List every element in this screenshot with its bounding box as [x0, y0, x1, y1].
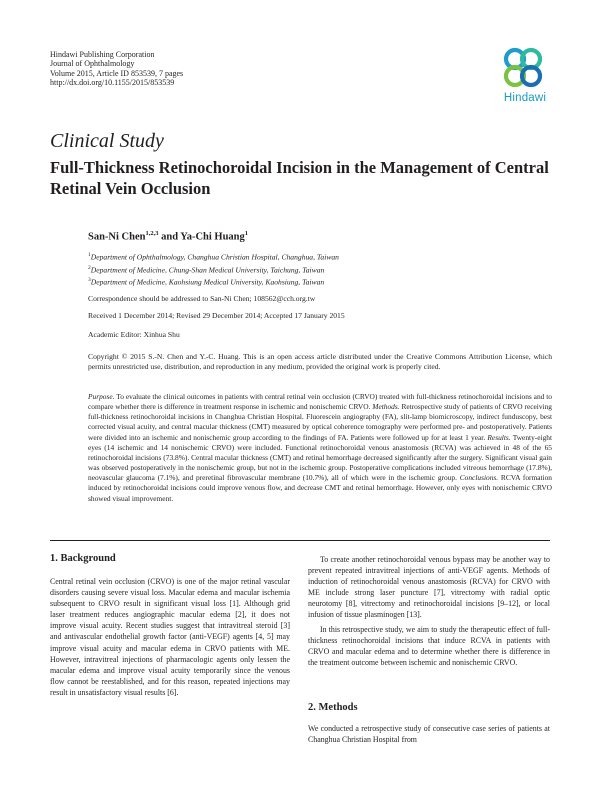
right-column-text	[308, 554, 550, 668]
abstract-purpose-label: Purpose.	[88, 392, 115, 401]
abstract	[88, 392, 552, 504]
abstract-conclusions: RCVA formation induced by retinochoroidal incisions could improve venous flow, and decrease CMT and retinal hemorrhage. However, only eyes with nonischemic CRVO showed visual improvement.	[88, 473, 553, 503]
hindawi-logo-icon	[498, 45, 552, 91]
section-heading-methods: 2. Methods	[308, 702, 358, 713]
affiliation-text: Department of Medicine, Kaohsiung Medical University, Kaohsiung, Taiwan	[90, 277, 325, 287]
affiliation-marker: 3	[88, 277, 91, 284]
affiliation-item	[88, 250, 339, 263]
author-name: Ya-Chi Huang	[180, 231, 245, 243]
affiliation-item	[88, 263, 339, 276]
copyright-notice: Copyright © 2015 S.-N. Chen and Y.-C. Huang. This is an open access article distributed under the Creative Commons Attribution License, which permits unrestricted use, distribution, and reproduction in any medium, provided the original work is properly cited.	[88, 352, 552, 372]
affiliation-text: Department of Ophthalmology, Changhua Christian Hospital, Changhua, Taiwan	[90, 252, 339, 262]
abstract-results-label: Results.	[487, 432, 511, 442]
affiliation-list	[88, 250, 339, 288]
dates-line: Received 1 December 2014; Revised 29 December 2014; Accepted 17 January 2015	[88, 311, 345, 320]
author-affiliation-marker: 1	[244, 230, 249, 237]
author-name: San-Ni Chen	[88, 231, 146, 243]
affiliation-marker: 1	[88, 252, 91, 258]
hindawi-logo	[498, 45, 552, 107]
article-type: Clinical Study	[50, 130, 164, 152]
section-divider	[50, 540, 550, 541]
section-heading-background: 1. Background	[50, 553, 116, 564]
editor-line: Academic Editor: Xinhua Shu	[88, 330, 180, 339]
abstract-purpose: To evaluate the clinical outcomes in patients with central retinal vein occlusion (CRVO) treated with full-thickness retinochoroidal incisions and to compare whether there is difference in treatment response in ischemic and nonischemic CRVO.	[88, 392, 552, 412]
author-list	[88, 230, 248, 243]
body-paragraph: To create another retinochoroidal venous bypass may be another way to prevent repeated intravitreal injections of anti-VEGF agents. Methods of induction of retinochoroidal venous anastomosis (RCVA) for CRVO with ME include strong laser puncture [7], vitrectomy with radial optic neurotomy [8], vitrectomy and retinochoroidal incisions [9–12], or local infusion of tissue plasminogen [13].	[308, 555, 550, 620]
article-title: Full-Thickness Retinochoroidal Incision in the Management of Central Retinal Vein Occlusion	[50, 158, 549, 198]
volume-info: Volume 2015, Article ID 853539, 7 pages	[50, 68, 184, 78]
publisher-name: Hindawi Publishing Corporation	[50, 50, 155, 59]
doi-link[interactable]: http://dx.doi.org/10.1155/2015/853539	[50, 78, 175, 88]
affiliation-marker: 2	[88, 264, 91, 271]
affiliation-text: Department of Medicine, Chung-Shan Medical University, Taichung, Taiwan	[90, 265, 325, 275]
journal-header	[50, 50, 183, 88]
body-paragraph: Central retinal vein occlusion (CRVO) is one of the major retinal vascular disorders causing severe visual loss. Macular edema and macular ischemia subsequent to CRVO result in significant visual loss [1]. Although grid laser treatment reduces angiographic macular edema [2], it does not improve visual acuity. Recent studies suggest that intravitreal steroid [3] and antivascular endothelial growth factor (anti-VEGF) agents [4, 5] may improve visual acuity and macular edema in CRVO patients with ME. However, intravitreal injections of pharmacologic agents only lessen the macular edema and improve visual acuity temporarily since the venous flow cannot be reestablished, and for this reason, repeated injections may result in unsatisfactory visual results [6].	[50, 577, 290, 697]
methods-paragraph	[308, 723, 550, 745]
abstract-results: Twenty-eight eyes (14 ischemic and 14 nonischemic CRVO) were included. Functional retinochoroidal venous anastomosis (RCVA) was achieved in 48 of the 65 retinochoroidal incisions (73.8%). Central macular thickness (CMT) and retinal hemorrhage decreased significantly after the surgery. Significant visual gain was observed postoperatively in the nonischemic group, but not in the ischemic group. Postoperative complications included vitreous hemorrhage (17.8%), neovascular glaucoma (7.1%), and preretinal fibrovascular membrane (10.7%), all of which were in the ischemic group.	[88, 432, 553, 483]
correspondence-line: Correspondence should be addressed to San-Ni Chen; 108562@cch.org.tw	[88, 294, 316, 303]
logo-wordmark: Hindawi	[503, 92, 547, 104]
body-paragraph: We conducted a retrospective study of consecutive case series of patients at Changhua Christian Hospital from	[308, 724, 550, 745]
abstract-conclusions-label: Conclusions.	[459, 473, 499, 483]
abstract-methods-label: Methods.	[372, 402, 400, 412]
body-paragraph: In this retrospective study, we aim to study the therapeutic effect of full-thickness retinochoroidal incisions that induce RCVA in patients with CRVO and macular edema and to determine whether there is difference in the treatment outcome between ischemic and nonischemic CRVO.	[308, 624, 550, 667]
affiliation-item	[88, 275, 339, 288]
author-affiliation-marker: 1,2,3	[145, 230, 159, 237]
author-conjunction: and	[158, 231, 181, 243]
background-paragraph	[50, 576, 290, 698]
journal-name: Journal of Ophthalmology	[50, 59, 135, 69]
abstract-methods: Retrospective study of patients of CRVO receiving full-thickness retinochoroidal incisions in Changhua Christian Hospital. Fluorescein angiography (FA), slit-lamp biomicroscopy, indirect funduscopy, best corrected visual acuity, and central macular thickness (CMT) measured by optical coherence tomography were performed pre- and postoperatively. Patients were divided into an ischemic and nonischemic group according to the findings of FA. Patients were followed up for at least 1 year.	[88, 402, 552, 442]
